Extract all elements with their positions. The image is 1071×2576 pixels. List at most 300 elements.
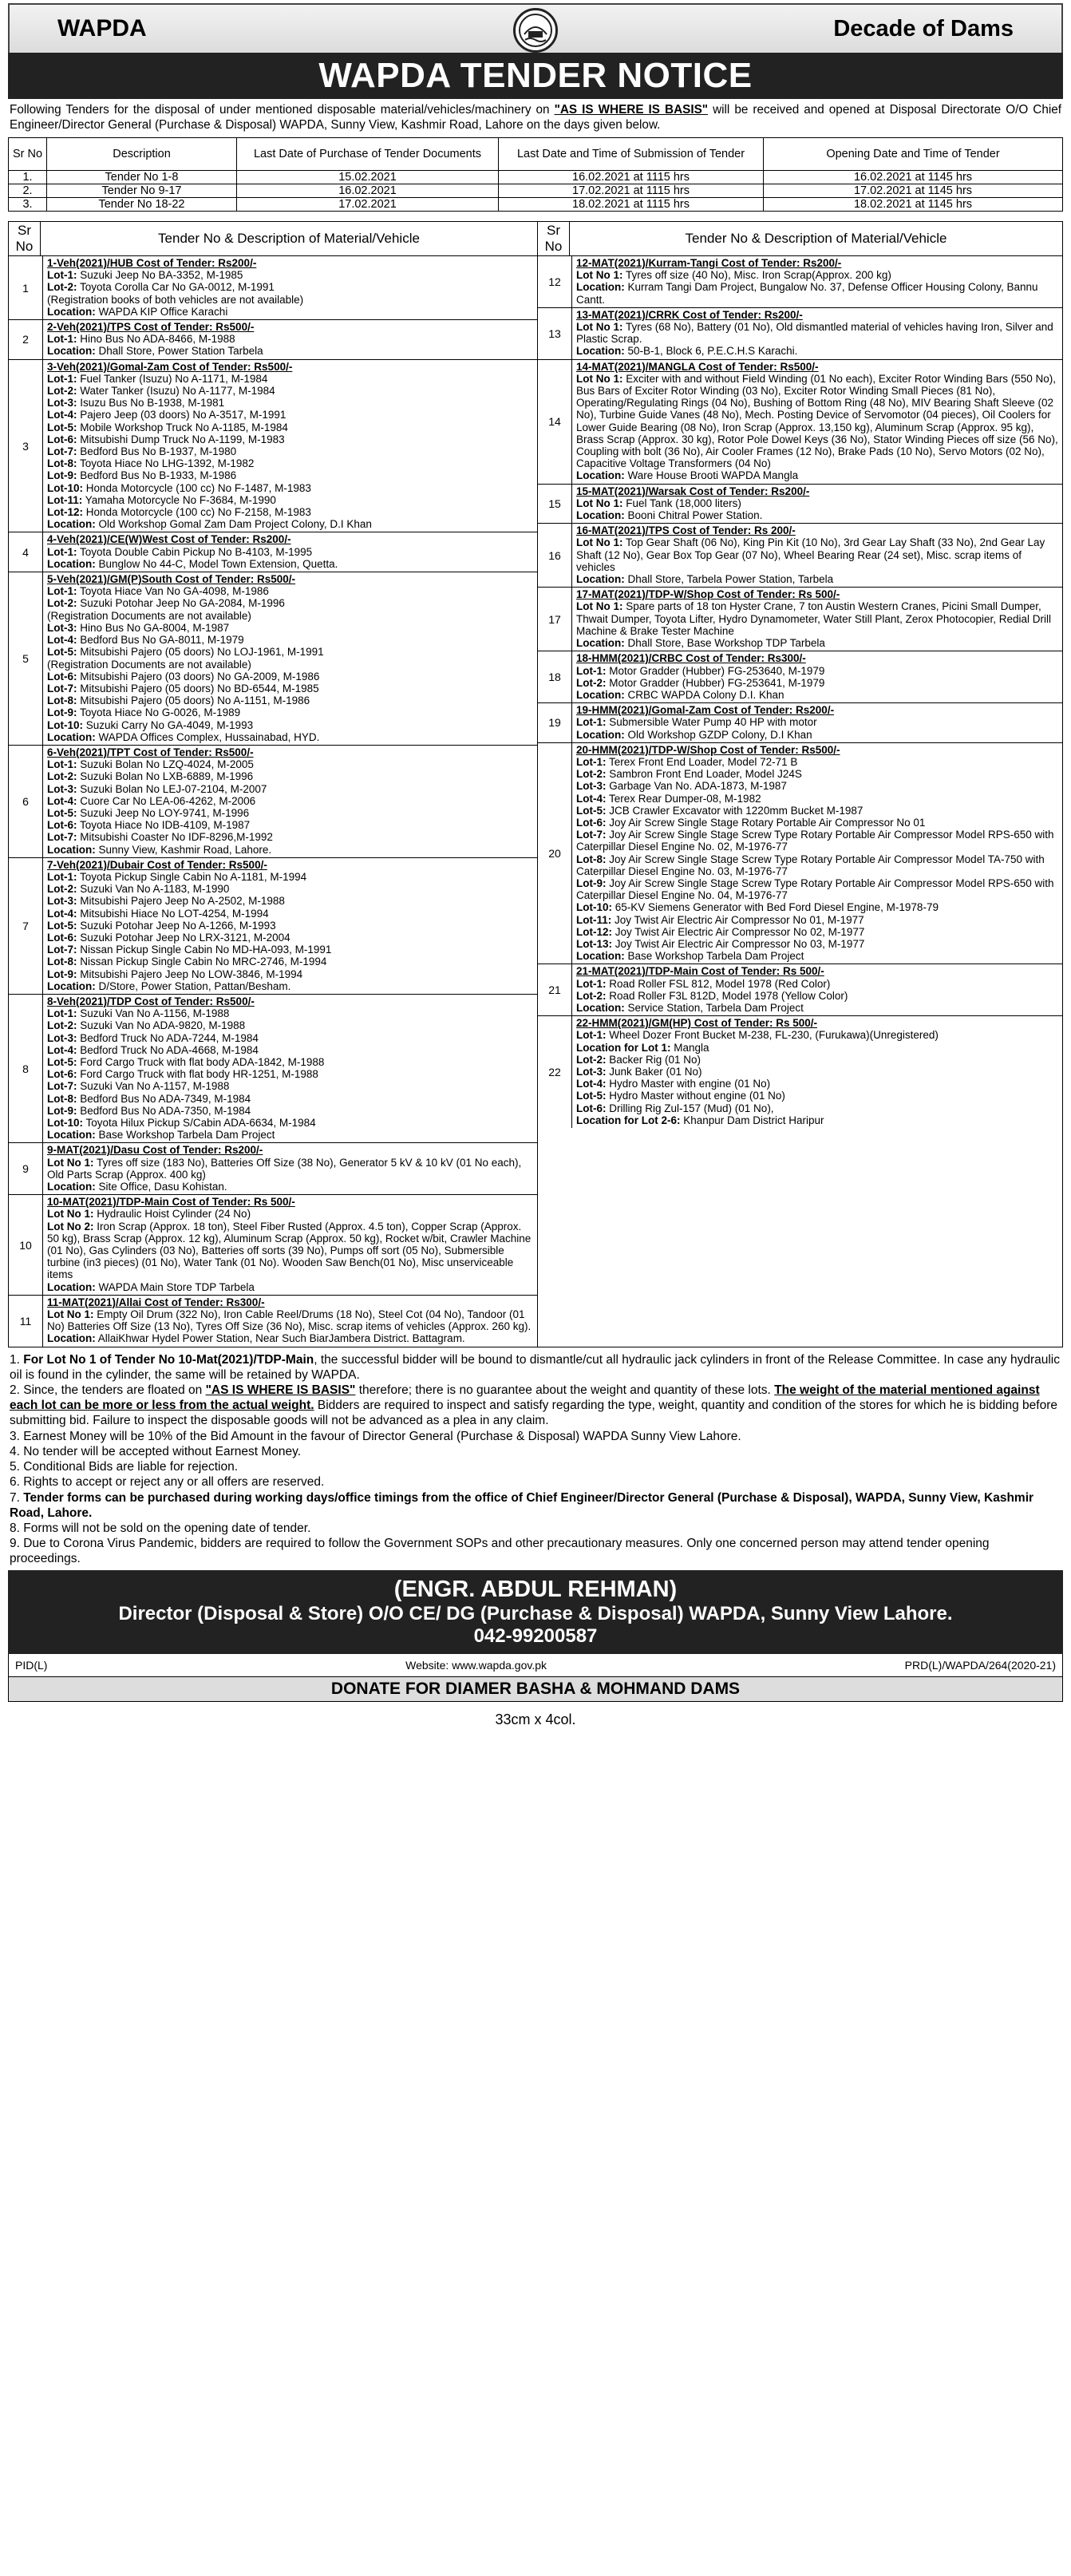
tender-sr: 10	[9, 1195, 43, 1296]
tender-description	[572, 524, 1063, 588]
lot-value: Drilling Rig Zul-157 (Mud) (01 No),	[606, 1102, 774, 1114]
tender-title: 4-Veh(2021)/CE(W)West Cost of Tender: Rs200/-	[47, 533, 291, 546]
lot-line	[47, 1157, 533, 1181]
footer-website[interactable]: Website: www.wapda.gov.pk	[405, 1658, 547, 1672]
tender-row	[538, 588, 1062, 651]
tender-title: 16-MAT(2021)/TPS Cost of Tender: Rs 200/-	[576, 524, 796, 537]
wapda-emblem-icon	[513, 8, 558, 53]
lot-label: Lot-1:	[576, 977, 607, 990]
lot-label: Lot-6:	[47, 819, 77, 832]
lot-line	[47, 932, 533, 944]
intro-text-2: will be received and opened at Disposal Directorate O/O Chief Engineer/Director General (Purchase & Disposal) WAPDA, Sunny View, Kashmir Road, Lahore on the days given below.	[10, 103, 1061, 132]
tender-row	[538, 484, 1062, 524]
lot-line	[47, 634, 533, 646]
lot-value: (Registration Documents are not available)	[47, 658, 251, 671]
lot-label: Lot-5:	[47, 646, 77, 659]
lot-label: Location:	[47, 345, 96, 358]
lot-line	[47, 659, 533, 671]
lot-value: Honda Motorcycle (100 cc) No F-2158, M-1983	[83, 506, 311, 519]
tender-description	[572, 588, 1063, 651]
lot-line	[47, 397, 533, 409]
lot-value: Garbage Van No. ADA-1873, M-1987	[606, 780, 787, 793]
lot-value: Ford Cargo Truck with flat body HR-1251, M-1988	[77, 1068, 318, 1081]
schedule-header: Sr No	[9, 138, 47, 171]
lot-value: Mobile Workshop Truck No A-1185, M-1984	[77, 421, 288, 433]
lot-label: Location:	[576, 469, 625, 482]
lot-label: Location:	[47, 979, 96, 992]
tender-title: 7-Veh(2021)/Dubair Cost of Tender: Rs500/-	[47, 858, 267, 871]
tender-row	[9, 1143, 537, 1195]
note-6: 6. Rights to accept or reject any or all offers are reserved.	[10, 1475, 325, 1490]
lot-line	[47, 1093, 533, 1105]
lot-value: Ford Cargo Truck with flat body ADA-1842, M-1988	[77, 1056, 325, 1068]
lot-line	[47, 694, 533, 706]
tender-title: 21-MAT(2021)/TDP-Main Cost of Tender: Rs 500/-	[576, 965, 824, 978]
lot-label: Lot-7:	[576, 829, 607, 841]
lot-label: Lot-5:	[576, 804, 607, 817]
col-sr-right: Sr No	[538, 222, 570, 256]
lot-line	[47, 1019, 533, 1031]
lot-line	[47, 1007, 533, 1019]
lot-label: Location:	[47, 843, 96, 856]
lot-line	[47, 610, 533, 622]
tender-description	[572, 1016, 1063, 1128]
lot-value: Road Roller FSL 812, Model 1978 (Red Color)	[606, 977, 831, 990]
tender-description	[572, 964, 1063, 1016]
header-bar	[8, 3, 1063, 53]
lot-value: Suzuki Jeep No BA-3352, M-1985	[77, 269, 243, 282]
tender-title: 15-MAT(2021)/Warsak Cost of Tender: Rs200/-	[576, 485, 810, 497]
lot-line	[576, 1066, 1058, 1078]
lot-line	[576, 914, 1058, 926]
lot-value: 65-KV Siemens Generator with Bed Ford Diesel Engine, M-1978-79	[612, 901, 939, 914]
lot-line	[47, 1208, 533, 1220]
lot-value: Cuore Car No LEA-06-4262, M-2006	[77, 794, 256, 807]
tenders-right-column	[538, 256, 1062, 1128]
tender-row	[9, 320, 537, 360]
tender-sr: 15	[538, 484, 572, 524]
schedule-cell: 1.	[9, 171, 47, 184]
lot-label: Location:	[47, 730, 96, 743]
lot-value: Bedford Bus No B-1937, M-1980	[77, 445, 237, 458]
lot-value: Toyota Double Cabin Pickup No B-4103, M-1995	[77, 545, 313, 558]
lot-label: Lot-9:	[47, 469, 77, 482]
lot-label: Lot-3:	[576, 1066, 607, 1078]
lot-line	[47, 1080, 533, 1092]
lot-label: Lot-2:	[47, 597, 77, 610]
footer-ref: PRD(L)/WAPDA/264(2020-21)	[904, 1658, 1056, 1672]
lot-label: Location:	[576, 688, 625, 701]
lot-value: Dhall Store, Tarbela Power Station, Tarbela	[624, 573, 834, 586]
lot-line	[47, 731, 533, 743]
lot-value: Motor Gradder (Hubber) FG-253640, M-1979	[606, 664, 825, 677]
lot-label: Lot-1:	[47, 372, 77, 385]
intro-as-is-basis: "AS IS WHERE IS BASIS"	[554, 103, 709, 117]
lot-line	[576, 829, 1058, 853]
lot-label: Lot-11:	[47, 493, 83, 506]
lot-value: Nissan Pickup Single Cabin No MD-HA-093, M-1991	[77, 944, 332, 956]
lot-label: Lot-2:	[576, 676, 607, 689]
lot-value: Tyres off size (183 No), Batteries Off Size (38 No), Generator 5 kV & 10 kV (01 No each), Old Parts Scrap (Approx. 400 kg)	[47, 1156, 522, 1181]
lot-value: WAPDA Offices Complex, Hussainabad, HYD.	[95, 730, 320, 743]
lot-value: Toyota Pickup Single Cabin No A-1181, M-1994	[77, 870, 307, 883]
lot-value: Dhall Store, Power Station Tarbela	[95, 345, 263, 358]
lot-line	[47, 294, 533, 306]
lot-line	[576, 817, 1058, 829]
note-2: 2. Since, the tenders are floated on "AS IS WHERE IS BASIS" therefore; there is no guarantee about the weight and quantity of these lots. The weight of the material mentioned against each lot can be more or less from the actual weight. Bidders are required to inspect and satisfy regarding the type, weight, quantity and condition of the stores for which he is bidding before submitting bid. Failure to inspect the disposable goods will not be advanced as a plea in any claim.	[10, 1383, 1057, 1428]
tender-description	[572, 703, 1063, 743]
lot-value: D/Store, Power Station, Pattan/Besham.	[95, 979, 291, 992]
lot-label: Lot-6:	[47, 931, 77, 944]
page-title: WAPDA TENDER NOTICE	[8, 53, 1063, 99]
lot-value: Bedford Bus No GA-8011, M-1979	[77, 634, 244, 647]
tender-description	[43, 572, 538, 746]
tender-description	[572, 256, 1063, 307]
tender-title: 3-Veh(2021)/Gomal-Zam Cost of Tender: Rs500/-	[47, 360, 293, 373]
lot-line	[47, 683, 533, 694]
lot-line	[576, 716, 1058, 728]
tender-description	[43, 1195, 538, 1296]
lot-line	[47, 433, 533, 445]
lot-value: JCB Crawler Excavator with 1220mm Bucket M-1987	[606, 804, 864, 817]
lot-label: Location:	[576, 728, 625, 741]
schedule-table	[8, 137, 1063, 212]
lot-label: Lot-7:	[47, 831, 77, 844]
lot-value: Mitsubishi Pajero (05 doors) No LOJ-1961, M-1991	[77, 646, 324, 659]
schedule-row	[9, 184, 1063, 198]
lot-line	[47, 546, 533, 558]
lot-label: Lot-10:	[47, 718, 83, 731]
schedule-header: Last Date and Time of Submission of Tender	[499, 138, 764, 171]
intro-text-1: Following Tenders for the disposal of under mentioned disposable material/vehicles/machinery on	[10, 103, 555, 117]
lot-value: Suzuki Potohar Jeep No LRX-3121, M-2004	[77, 931, 290, 944]
terms-and-conditions	[8, 1347, 1063, 1570]
tender-sr: 16	[538, 524, 572, 588]
lot-line	[47, 883, 533, 895]
lot-line	[47, 597, 533, 609]
lot-line	[47, 1281, 533, 1293]
lot-label: Location:	[576, 281, 625, 294]
tender-row	[538, 524, 1062, 588]
lot-line	[47, 719, 533, 731]
lot-line	[576, 1114, 1058, 1126]
lot-value: 50-B-1, Block 6, P.E.C.H.S Karachi.	[624, 345, 798, 358]
lot-value: Submersible Water Pump 40 HP with motor	[606, 716, 817, 729]
lot-value: Bedford Bus No ADA-7350, M-1984	[77, 1104, 251, 1117]
tender-sr: 8	[9, 994, 43, 1142]
footer-bar	[8, 1654, 1063, 1676]
lot-line	[47, 1105, 533, 1117]
lot-line	[47, 819, 533, 831]
lot-value: Joy Twist Air Electric Air Compressor No 01, M-1977	[611, 913, 864, 926]
lot-value: Toyota Hiace No LHG-1392, M-1982	[77, 457, 255, 470]
lot-value: Toyota Hiace No IDB-4109, M-1987	[77, 819, 251, 832]
lot-value: Terex Front End Loader, Model 72-71 B	[606, 755, 798, 768]
tender-row	[538, 651, 1062, 703]
tender-title: 1-Veh(2021)/HUB Cost of Tender: Rs200/-	[47, 257, 257, 269]
lot-line	[576, 990, 1058, 1002]
tender-description	[572, 742, 1063, 964]
tender-description	[43, 994, 538, 1142]
lot-value: Yamaha Motorcycle No F-3684, M-1990	[82, 493, 276, 506]
lot-line	[47, 920, 533, 932]
lot-line	[47, 671, 533, 683]
lot-label: Lot-6:	[47, 1068, 77, 1081]
lot-label: Lot-7:	[47, 944, 77, 956]
lot-label: Lot-2:	[47, 883, 77, 896]
lot-label: Lot-4:	[576, 1078, 607, 1090]
footer-pid: PID(L)	[15, 1658, 48, 1672]
lot-label: Location:	[47, 1181, 96, 1193]
lot-value: Suzuki Van No A-1183, M-1990	[77, 883, 230, 896]
lot-value: Toyota Hiace Van No GA-4098, M-1986	[77, 585, 269, 598]
lot-value: Joy Air Screw Single Stage Screw Type Rotary Portable Air Compressor Model TA-750 with Caterpillar Diesel Engine No. 03, M-1976-77	[576, 853, 1045, 877]
lot-value: Sambron Front End Loader, Model J24S	[606, 768, 802, 781]
lot-label: Lot No 1:	[576, 497, 623, 509]
tender-description	[43, 857, 538, 994]
lot-line	[47, 518, 533, 530]
lot-line	[576, 373, 1058, 470]
lot-value: Old Workshop GZDP Colony, D.I Khan	[624, 728, 812, 741]
lot-line	[47, 706, 533, 718]
tender-title: 12-MAT(2021)/Kurram-Tangi Cost of Tender: Rs200/-	[576, 257, 842, 269]
lot-value: Mangla	[670, 1041, 709, 1054]
tender-sr: 6	[9, 745, 43, 857]
tender-sr: 4	[9, 532, 43, 572]
tender-sr: 1	[9, 256, 43, 320]
lot-value: Motor Gradder (Hubber) FG-253641, M-1979	[606, 676, 825, 689]
tender-notice-page	[0, 3, 1071, 2576]
lot-line	[576, 729, 1058, 741]
lot-label: Lot-5:	[47, 421, 77, 433]
lot-value: Suzuki Van No ADA-9820, M-1988	[77, 1019, 246, 1032]
lot-value: Suzuki Van No A-1157, M-1988	[77, 1080, 230, 1093]
lot-line	[576, 497, 1058, 509]
lot-value: Tyres off size (40 No), Misc. Iron Scrap(Approx. 200 kg)	[622, 269, 891, 282]
lot-value: Hydro Master without engine (01 No)	[606, 1090, 785, 1102]
lot-label: Location:	[576, 637, 625, 650]
lot-line	[576, 1102, 1058, 1114]
tender-row	[538, 703, 1062, 743]
lot-label: Lot No 1:	[576, 321, 623, 334]
lot-label: Lot-3:	[47, 397, 77, 410]
lot-line	[47, 482, 533, 494]
lot-label: Lot-8:	[47, 1092, 77, 1105]
lot-value: Bunglow No 44-C, Model Town Extension, Quetta.	[95, 557, 338, 570]
lot-label: Lot-8:	[47, 956, 77, 968]
lot-line	[47, 457, 533, 469]
lot-label: Location:	[47, 1129, 96, 1142]
tender-description	[43, 532, 538, 572]
lot-label: Location:	[47, 305, 96, 318]
tenders-table	[8, 221, 1063, 1347]
lot-value: WAPDA KIP Office Karachi	[95, 305, 228, 318]
lot-line	[47, 871, 533, 883]
lot-label: Lot-3:	[47, 1031, 77, 1044]
lot-value: Base Workshop Tarbela Dam Project	[95, 1129, 275, 1142]
lot-label: Lot-5:	[47, 919, 77, 932]
lot-line	[576, 793, 1058, 805]
schedule-cell: 15.02.2021	[237, 171, 499, 184]
lot-line	[576, 689, 1058, 701]
lot-label: Lot-2:	[47, 281, 77, 294]
lot-value: Dhall Store, Base Workshop TDP Tarbela	[624, 637, 825, 650]
lot-label: Lot No 2:	[47, 1220, 94, 1233]
lot-label: Lot-4:	[47, 1043, 77, 1056]
lot-value: (Registration books of both vehicles are not available)	[47, 293, 304, 306]
lot-line	[47, 506, 533, 518]
tender-row	[538, 1016, 1062, 1128]
lot-value: Hydro Master with engine (01 No)	[606, 1078, 771, 1090]
lot-line	[47, 646, 533, 658]
lot-label: Lot-9:	[576, 876, 607, 889]
schedule-cell: 17.02.2021 at 1115 hrs	[499, 184, 764, 198]
lot-line	[576, 950, 1058, 962]
lot-value: Mitsubishi Pajero (05 doors) No BD-6544, M-1985	[77, 682, 319, 694]
lot-line	[47, 469, 533, 481]
lot-line	[576, 321, 1058, 345]
lot-value: Fuel Tank (18,000 liters)	[622, 497, 741, 509]
header-decade-of-dams: Decade of Dams	[833, 15, 1014, 42]
lot-line	[576, 1090, 1058, 1102]
lot-line	[576, 345, 1058, 357]
lot-value: Mitsubishi Dump Truck No A-1199, M-1983	[77, 433, 285, 445]
lot-label: Lot-2:	[576, 768, 607, 781]
tender-title: 19-HMM(2021)/Gomal-Zam Cost of Tender: Rs200/-	[576, 704, 835, 717]
schedule-header: Description	[47, 138, 237, 171]
lot-line	[47, 1221, 533, 1281]
lot-label: Location:	[47, 1332, 96, 1345]
lot-line	[576, 853, 1058, 877]
lot-value: Suzuki Bolan No LXB-6889, M-1996	[77, 770, 254, 783]
lot-value: Joy Air Screw Single Stage Rotary Portable Air Compressor No 01	[606, 816, 926, 829]
lot-value: Fuel Tanker (Isuzu) No A-1171, M-1984	[77, 372, 268, 385]
tender-row	[9, 857, 537, 994]
lot-line	[47, 844, 533, 856]
tender-row	[538, 307, 1062, 359]
tender-title: 8-Veh(2021)/TDP Cost of Tender: Rs500/-	[47, 995, 255, 1007]
lot-label: Lot-1:	[47, 758, 77, 771]
lot-line	[47, 944, 533, 956]
lot-line	[576, 1029, 1058, 1041]
lot-line	[47, 758, 533, 770]
lot-value: Base Workshop Tarbela Dam Project	[624, 950, 804, 963]
tender-title: 5-Veh(2021)/GM(P)South Cost of Tender: Rs500/-	[47, 573, 296, 586]
lot-label: Lot-1:	[576, 1029, 607, 1042]
lot-value: Mitsubishi Pajero (05 doors) No A-1151, M-1986	[77, 694, 310, 707]
lot-value: Pajero Jeep (03 doors) No A-3517, M-1991	[77, 409, 287, 421]
lot-line	[47, 385, 533, 397]
lot-value: Nissan Pickup Single Cabin No MRC-2746, M-1994	[77, 956, 327, 968]
lot-line	[576, 780, 1058, 792]
header-wapda: WAPDA	[57, 15, 147, 42]
tender-row	[9, 1295, 537, 1346]
tender-row	[538, 964, 1062, 1016]
lot-label: Location for Lot 1:	[576, 1041, 671, 1054]
lot-value: Site Office, Dasu Kohistan.	[95, 1181, 227, 1193]
lot-label: Lot-3:	[576, 780, 607, 793]
lot-label: Lot No 1:	[47, 1308, 94, 1321]
tender-title: 9-MAT(2021)/Dasu Cost of Tender: Rs200/-	[47, 1144, 263, 1157]
lot-value: Exciter with and without Field Winding (01 No each), Exciter Rotor Winding Bars (550 No), Bus Bars of Exciter Rotor Winding (03 No), Exciter Rotor Winding Small Pieces (81 No), Operating/Regulating Rings (04 No), Bushing of Bottom Ring (48 No), MIV Bearing Shaft Sleeve (02 No), Turbine Guide Vanes (48 No), Mech. Posting Device of Servomotor (04 pieces), Oil Coolers for Lower Guide Bearing (08 No), Iron Scrap (Approx. 13,150 kg), Aluminum Scrap (Approx. 95 kg), Brass Scrap (Approx. 30 kg), Rotor Pole Dowel Keys (36 No), Stator Winding Pieces off size (56 No), Coupling with bolt (36 No), Air Cooler Frames (12 No), Brake Pads (10 No), Servo Motors (02 No), Capacitive Voltage Transformers (04 No)	[576, 372, 1058, 470]
lot-label: Lot No 1:	[47, 1156, 94, 1169]
lot-value: Mitsubishi Hiace No LOT-4254, M-1994	[77, 907, 269, 920]
tender-sr: 17	[538, 588, 572, 651]
lot-line	[576, 901, 1058, 913]
tender-title: 22-HMM(2021)/GM(HP) Cost of Tender: Rs 500/-	[576, 1017, 818, 1030]
lot-label: Lot-7:	[47, 682, 77, 694]
lot-label: Lot-1:	[47, 333, 77, 346]
lot-line	[47, 421, 533, 433]
lot-line	[576, 269, 1058, 281]
tender-title: 13-MAT(2021)/CRRK Cost of Tender: Rs200/-	[576, 308, 803, 321]
tender-sr: 5	[9, 572, 43, 746]
lot-line	[576, 1002, 1058, 1014]
lot-label: Lot-2:	[576, 1053, 607, 1066]
lot-line	[47, 831, 533, 843]
lot-label: Location:	[576, 573, 625, 586]
lot-value: Bedford Truck No ADA-4668, M-1984	[77, 1043, 259, 1056]
lot-label: Lot-1:	[47, 545, 77, 558]
col-desc-right: Tender No & Description of Material/Vehicle	[570, 222, 1063, 256]
lot-line	[576, 768, 1058, 780]
tenders-left-column	[9, 256, 537, 1347]
schedule-cell: 17.02.2021 at 1145 hrs	[764, 184, 1063, 198]
lot-label: Lot-13:	[576, 937, 612, 950]
tender-sr: 9	[9, 1143, 43, 1195]
lot-label: Lot-1:	[576, 755, 607, 768]
lot-line	[47, 373, 533, 385]
lot-label: Lot-5:	[47, 1056, 77, 1068]
lot-label: Lot-8:	[47, 457, 77, 470]
lot-value: Service Station, Tarbela Dam Project	[624, 1001, 804, 1014]
lot-value: Backer Rig (01 No)	[606, 1053, 701, 1066]
lot-value: Suzuki Bolan No LZQ-4024, M-2005	[77, 758, 254, 771]
lot-label: Lot-5:	[576, 1090, 607, 1102]
lot-value: CRBC WAPDA Colony D.I. Khan	[624, 688, 784, 701]
note-8: 8. Forms will not be sold on the opening date of tender.	[10, 1521, 311, 1535]
note-1: 1. For Lot No 1 of Tender No 10-Mat(2021)/TDP-Main, the successful bidder will be bound to dismantle/cut all hydraulic jack cylinders in front of the Release Committee. In case any hydraulic oil is found in the cylinder, the same will be retained by WAPDA.	[10, 1352, 1061, 1382]
lot-line	[47, 494, 533, 506]
lot-label: Lot-1:	[47, 1007, 77, 1020]
lot-label: Lot-4:	[47, 409, 77, 421]
lot-line	[47, 558, 533, 570]
note-4: 4. No tender will be accepted without Earnest Money.	[10, 1444, 302, 1458]
lot-line	[576, 926, 1058, 938]
lot-value: Hino Bus No ADA-8466, M-1988	[77, 333, 235, 346]
lot-line	[47, 409, 533, 421]
lot-label: Lot-10:	[47, 481, 83, 494]
lot-label: Location:	[47, 1280, 96, 1293]
lot-label: Lot-4:	[47, 907, 77, 920]
lot-value: Isuzu Bus No B-1938, M-1981	[77, 397, 225, 410]
lot-label: Location:	[47, 557, 96, 570]
lot-value: Toyota Hiace No G-0026, M-1989	[77, 706, 241, 719]
lot-line	[47, 445, 533, 457]
lot-line	[47, 269, 533, 281]
lot-line	[576, 637, 1058, 649]
lot-value: Khanpur Dam District Haripur	[680, 1114, 824, 1126]
schedule-header: Opening Date and Time of Tender	[764, 138, 1063, 171]
lot-value: Suzuki Bolan No LEJ-07-2104, M-2007	[77, 782, 267, 795]
tender-sr: 21	[538, 964, 572, 1016]
lot-value: Suzuki Van No A-1156, M-1988	[77, 1007, 230, 1020]
lot-line	[576, 469, 1058, 481]
tender-sr: 2	[9, 320, 43, 360]
note-5: 5. Conditional Bids are liable for rejection.	[10, 1460, 239, 1474]
schedule-cell: 18.02.2021 at 1145 hrs	[764, 198, 1063, 212]
tender-title: 18-HMM(2021)/CRBC Cost of Tender: Rs300/-	[576, 652, 806, 665]
